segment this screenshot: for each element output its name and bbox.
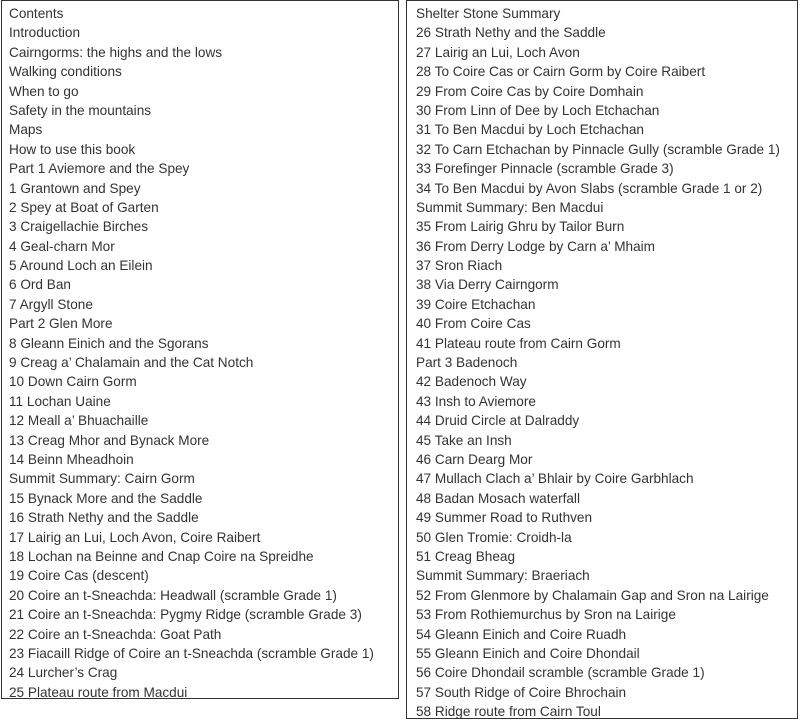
toc-entry: 57 South Ridge of Coire Bhrochain [416,684,627,700]
toc-entry: Walking conditions [9,64,122,80]
toc-list-left [9,4,398,702]
toc-entry: 22 Coire an t-Sneachda: Goat Path [9,626,222,642]
toc-entry: 49 Summer Road to Ruthven [416,510,593,526]
toc-entry: 19 Coire Cas (descent) [9,568,149,584]
toc-entry: 28 To Coire Cas or Cairn Gorm by Coire Raibert [416,64,706,80]
toc-entry: 16 Strath Nethy and the Saddle [9,510,199,526]
toc-entry: Shelter Stone Summary [416,6,561,21]
toc-entry: 39 Coire Etchachan [416,296,536,312]
toc-entry: 3 Craigellachie Birches [9,219,149,235]
toc-entry: Contents [9,6,64,21]
toc-entry: 38 Via Derry Cairngorm [416,277,559,293]
toc-entry: 46 Carn Dearg Mor [416,451,533,467]
toc-entry: 8 Gleann Einich and the Sgorans [9,335,209,351]
toc-entry: 34 To Ben Macdui by Avon Slabs (scramble Grade 1 or 2) [416,180,763,196]
toc-entry: 43 Insh to Aviemore [416,393,536,409]
toc-entry: 32 To Carn Etchachan by Pinnacle Gully (scramble Grade 1) [416,141,780,157]
toc-entry: Part 3 Badenoch [416,355,518,371]
toc-entry: How to use this book [9,141,136,157]
toc-entry: 9 Creag a’ Chalamain and the Cat Notch [9,355,254,371]
toc-list-right [416,4,797,721]
toc-entry: 26 Strath Nethy and the Saddle [416,25,606,41]
toc-entry: Summit Summary: Cairn Gorm [9,471,195,487]
toc-entry: 54 Gleann Einich and Coire Ruadh [416,626,627,642]
toc-entry: 56 Coire Dhondail scramble (scramble Grade 1) [416,665,705,681]
toc-entry: 58 Ridge route from Cairn Toul [416,704,601,720]
toc-entry: 7 Argyll Stone [9,296,93,312]
toc-entry: 20 Coire an t-Sneachda: Headwall (scramble Grade 1) [9,587,337,603]
toc-entry: 55 Gleann Einich and Coire Dhondail [416,645,640,661]
toc-right-column [406,0,798,719]
toc-entry: 24 Lurcher’s Crag [9,665,118,681]
toc-entry: 52 From Glenmore by Chalamain Gap and Sron na Lairige [416,587,769,603]
toc-entry: Introduction [9,25,81,41]
toc-entry: 12 Meall a’ Bhuachaille [9,413,149,429]
toc-entry: 37 Sron Riach [416,258,503,274]
toc-entry: 51 Creag Bheag [416,548,516,564]
toc-entry: 13 Creag Mhor and Bynack More [9,432,210,448]
toc-entry: 35 From Lairig Ghru by Tailor Burn [416,219,625,235]
toc-entry: 42 Badenoch Way [416,374,527,390]
toc-entry: 36 From Derry Lodge by Carn a’ Mhaim [416,238,655,254]
toc-entry: Summit Summary: Braeriach [416,568,590,584]
toc-entry: Safety in the mountains [9,102,152,118]
toc-entry: 5 Around Loch an Eilein [9,258,153,274]
toc-entry: 10 Down Cairn Gorm [9,374,137,390]
toc-entry: 17 Lairig an Lui, Loch Avon, Coire Raibert [9,529,261,545]
toc-entry: 33 Forefinger Pinnacle (scramble Grade 3) [416,161,674,177]
toc-entry: 44 Druid Circle at Dalraddy [416,413,580,429]
toc-entry: 47 Mullach Clach a’ Bhlair by Coire Garbhlach [416,471,694,487]
toc-left-column [1,0,399,699]
toc-entry: 50 Glen Tromie: Croidh-la [416,529,572,545]
toc-entry: 45 Take an Insh [416,432,512,448]
toc-entry: 11 Lochan Uaine [9,393,111,409]
toc-entry: 4 Geal-charn Mor [9,238,115,254]
toc-entry: 31 To Ben Macdui by Loch Etchachan [416,122,644,138]
toc-entry: Summit Summary: Ben Macdui [416,199,604,215]
toc-entry: 48 Badan Mosach waterfall [416,490,580,506]
toc-entry: 40 From Coire Cas [416,316,531,332]
toc-entry: 29 From Coire Cas by Coire Domhain [416,83,644,99]
toc-entry: Maps [9,122,43,138]
toc-entry: 27 Lairig an Lui, Loch Avon [416,44,580,60]
toc-entry: Part 2 Glen More [9,316,113,332]
toc-entry: 21 Coire an t-Sneachda: Pygmy Ridge (scramble Grade 3) [9,607,362,623]
toc-entry: Part 1 Aviemore and the Spey [9,161,190,177]
toc-entry: 6 Ord Ban [9,277,71,293]
toc-entry: 1 Grantown and Spey [9,180,141,196]
toc-entry: 18 Lochan na Beinne and Cnap Coire na Spreidhe [9,548,314,564]
toc-entry: 2 Spey at Boat of Garten [9,199,159,215]
toc-entry: 30 From Linn of Dee by Loch Etchachan [416,102,660,118]
toc-entry: Cairngorms: the highs and the lows [9,44,223,60]
toc-entry: When to go [9,83,79,99]
toc-entry: 25 Plateau route from Macdui [9,684,188,700]
toc-entry: 53 From Rothiemurchus by Sron na Lairige [416,607,676,623]
toc-entry: 23 Fiacaill Ridge of Coire an t-Sneachda (scramble Grade 1) [9,645,374,661]
toc-entry: 41 Plateau route from Cairn Gorm [416,335,621,351]
toc-entry: 14 Beinn Mheadhoin [9,451,134,467]
toc-entry: 15 Bynack More and the Saddle [9,490,203,506]
